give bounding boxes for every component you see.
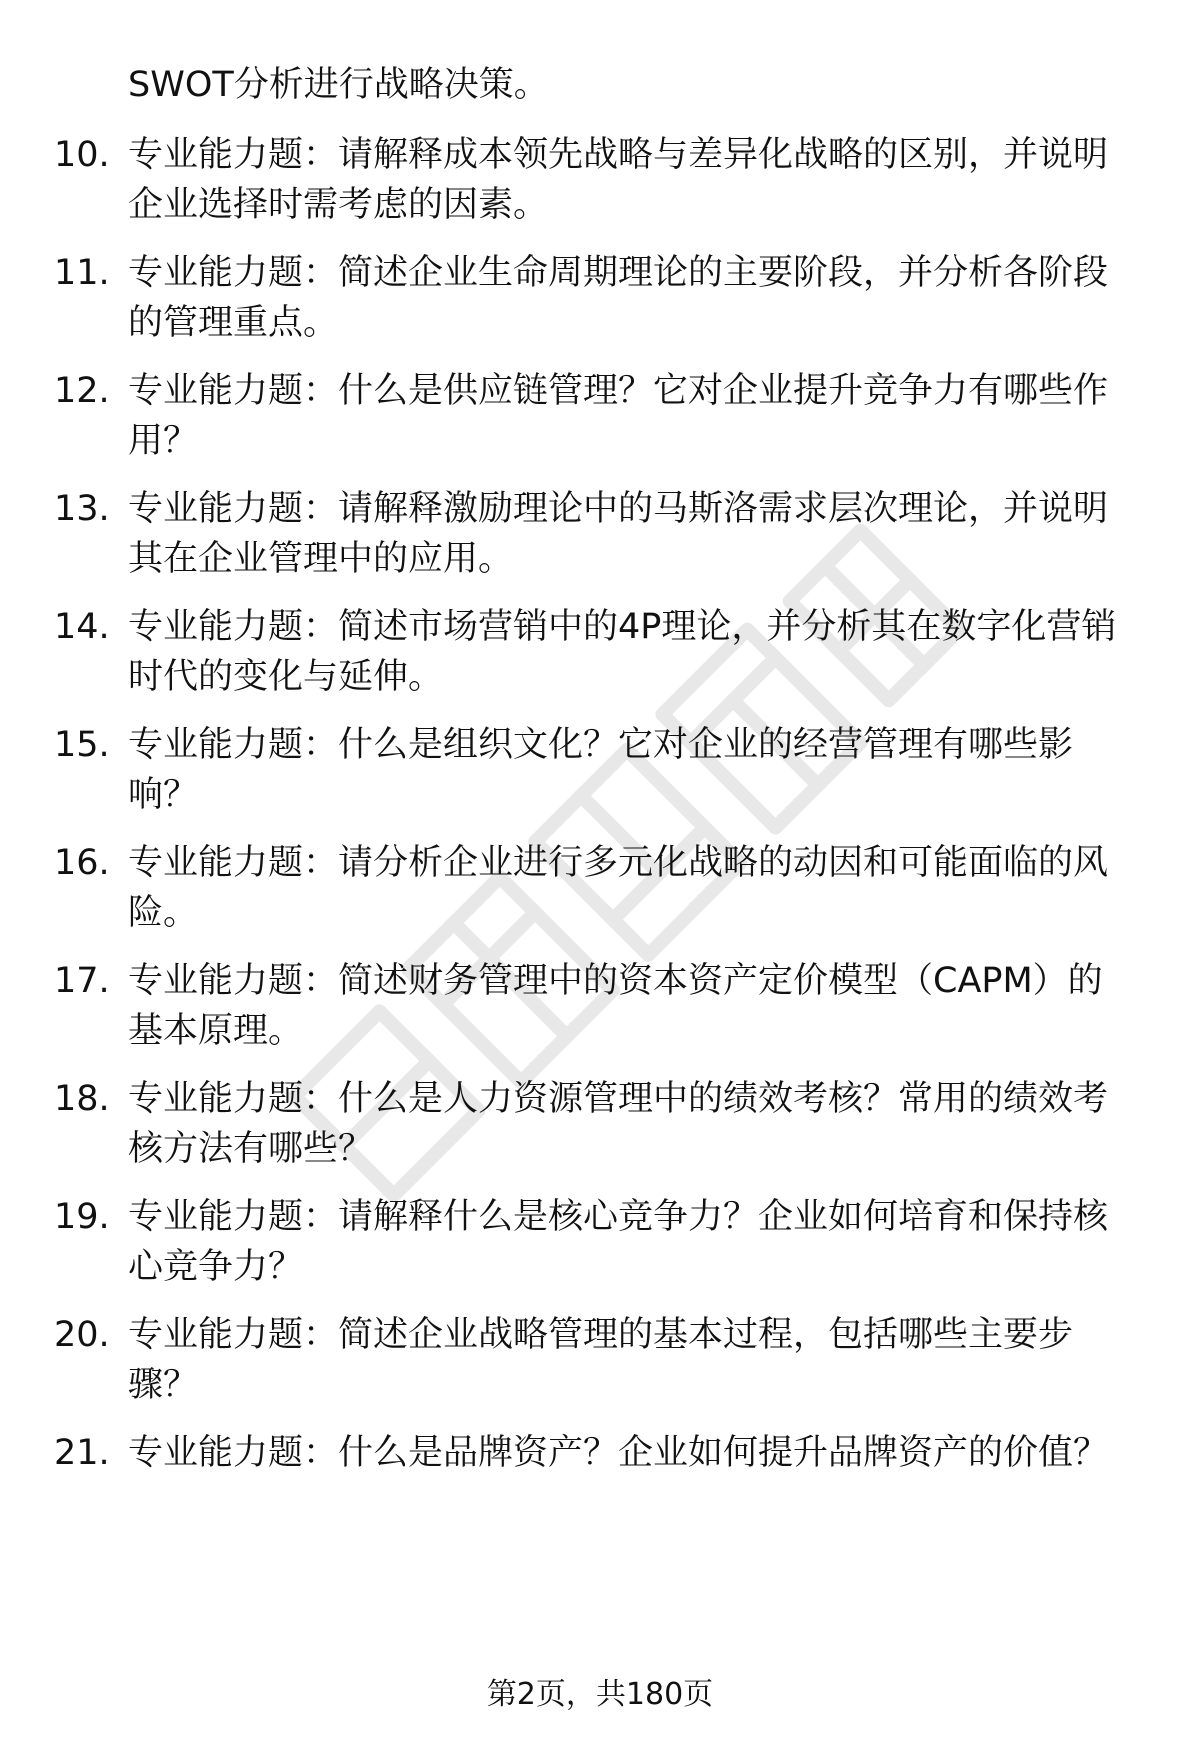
continuation-text: SWOT分析进行战略决策。 xyxy=(128,65,549,105)
item-text: 专业能力题：请解释激励理论中的马斯洛需求层次理论，并说明 其在企业管理中的应用。 xyxy=(128,489,1109,579)
item-number: 15. xyxy=(54,725,110,765)
item-number: 14. xyxy=(54,607,110,647)
item-number: 20. xyxy=(54,1315,110,1355)
item-number: 13. xyxy=(54,489,110,529)
item-number: 16. xyxy=(54,843,110,883)
page-footer: 第2页，共180页 xyxy=(486,1677,714,1712)
item-text: 专业能力题：简述财务管理中的资本资产定价模型（CAPM）的 基本原理。 xyxy=(128,961,1103,1051)
item-text: 专业能力题：请解释什么是核心竞争力？企业如何培育和保持核 心竞争力？ xyxy=(128,1197,1109,1287)
item-number: 10. xyxy=(54,135,110,175)
item-text: 专业能力题：什么是人力资源管理中的绩效考核？常用的绩效考 核方法有哪些？ xyxy=(128,1079,1109,1169)
item-text: 专业能力题：简述市场营销中的4P理论，并分析其在数字化营销 时代的变化与延伸。 xyxy=(128,607,1117,697)
item-text: 专业能力题：请分析企业进行多元化战略的动因和可能面临的风 险。 xyxy=(128,843,1109,933)
item-text: 专业能力题：什么是组织文化？它对企业的经营管理有哪些影 响？ xyxy=(128,725,1074,815)
item-number: 11. xyxy=(54,253,110,293)
item-number: 18. xyxy=(54,1079,110,1119)
item-text: 专业能力题：请解释成本领先战略与差异化战略的区别，并说明 企业选择时需考虑的因素。 xyxy=(128,135,1109,225)
item-text: 专业能力题：简述企业生命周期理论的主要阶段，并分析各阶段 的管理重点。 xyxy=(128,253,1109,343)
item-number: 17. xyxy=(54,961,110,1001)
item-text: 专业能力题：什么是供应链管理？它对企业提升竞争力有哪些作 用？ xyxy=(128,371,1109,461)
item-text: 专业能力题：简述企业战略管理的基本过程，包括哪些主要步 骤？ xyxy=(128,1315,1074,1405)
item-number: 19. xyxy=(54,1197,110,1237)
item-text: 专业能力题：什么是品牌资产？企业如何提升品牌资产的价值？ xyxy=(128,1433,1109,1473)
item-number: 12. xyxy=(54,371,110,411)
item-number: 21. xyxy=(54,1433,110,1473)
